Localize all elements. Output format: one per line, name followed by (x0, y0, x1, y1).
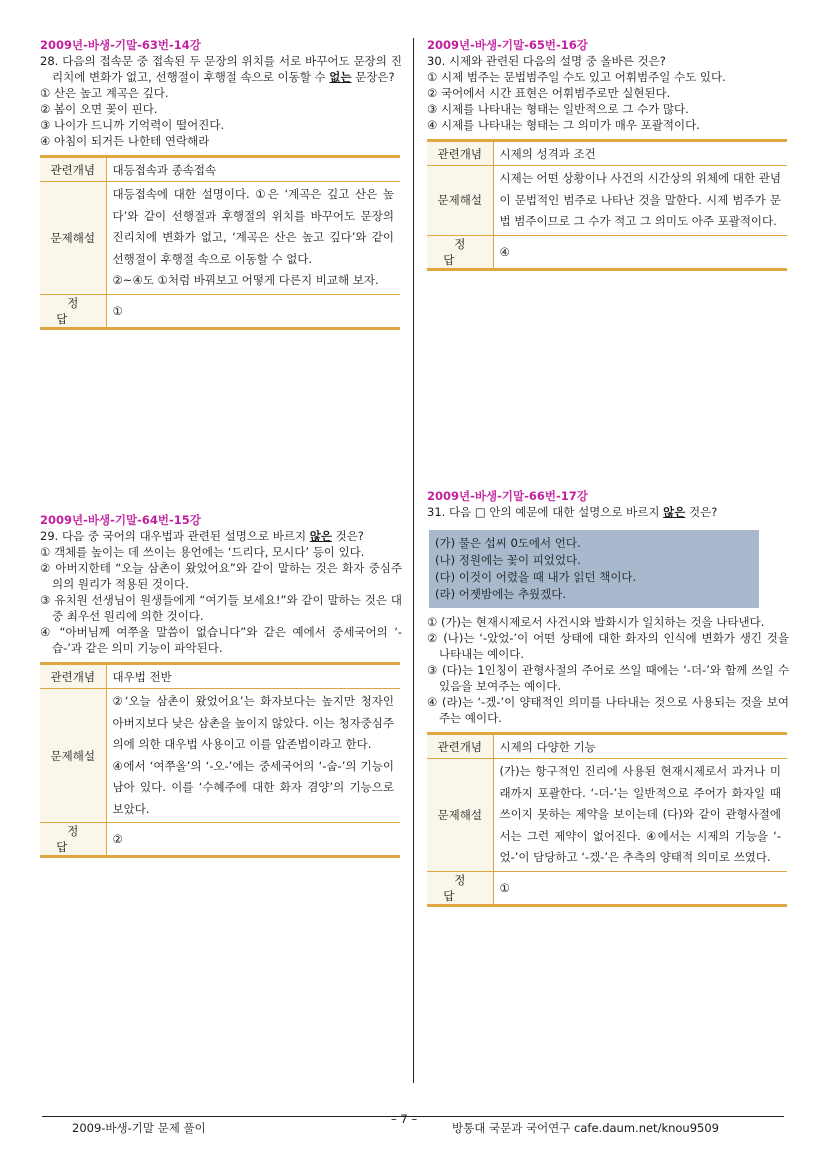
answer-label: 정답 (427, 871, 493, 905)
option: ② (나)는 ‘-았었-’이 어떤 상태에 대한 화자의 인식에 변화가 생긴 것을 나타내는 예이다. (427, 631, 789, 661)
concept-label: 관련개념 (40, 157, 106, 182)
option: ① 산은 높고 계곡은 깊다. (40, 86, 169, 100)
options-list (427, 69, 789, 133)
option: ③ (다)는 1인칭이 관형사절의 주어로 쓰일 때에는 ‘-더-’와 함께 쓰일 수 있음을 보여주는 예이다. (427, 663, 789, 693)
solution-text: 시제는 어떤 상황이나 사건의 시간상의 위체에 대한 관념이 문법적인 범주로 나타난 것을 말한다. 시제 범주가 문법 범주이므로 그 수가 적고 그 의미도 아주 포괄적이다. (493, 166, 787, 236)
option: ② 봄이 오면 꽃이 핀다. (40, 102, 158, 116)
answer-value: ① (499, 880, 510, 895)
option: ① 객체를 높이는 데 쓰이는 용언에는 ‘드리다, 모시다’ 등이 있다. (40, 545, 365, 559)
option: ④ 시제를 나타내는 형태는 그 의미가 매우 포괄적이다. (427, 118, 700, 132)
option: ② 아버지한테 “오늘 삼촌이 왔었어요”와 같이 말하는 것은 화자 중심주의의 원리가 적용된 것이다. (40, 561, 402, 591)
column-divider (413, 38, 414, 1083)
answer-value: ④ (499, 244, 510, 259)
question-block-28 (40, 38, 402, 330)
concept-label: 관련개념 (40, 664, 106, 689)
example-sentence: (라) 어젯밤에는 추웠겠다. (435, 587, 567, 601)
solution-label: 문제해설 (427, 166, 493, 236)
option: ① (가)는 현재시제로서 사건시와 발화시가 일치하는 것을 나타낸다. (427, 615, 765, 629)
concept-value: 시제의 다양한 기능 (493, 734, 787, 759)
options-list (40, 85, 402, 149)
solution-text: (가)는 항구적인 진리에 사용된 현재시제로서 과거나 미래까지 포괄한다. ‘-더-’는 일반적으로 주어가 화자일 때 쓰이지 못하는 제약을 보이는데 (다)와 같이 관형사절에서는 그런 제약이 없어진다. ④에서는 시제의 기능을 ‘-었-’이 담당하고 ‘-겠-’은 추측의 양태적 의미로 쓰였다. (493, 759, 787, 872)
solution-label: 문제해설 (40, 689, 106, 823)
answer-value: ① (112, 303, 123, 318)
concept-label: 관련개념 (427, 734, 493, 759)
answer-value: ② (112, 832, 123, 846)
emphasis: 않은 (309, 529, 332, 543)
option: ③ 시제를 나타내는 형태는 일반적으로 그 수가 많다. (427, 102, 689, 116)
option: ③ 나이가 드니까 기억력이 떨어진다. (40, 118, 225, 132)
option: ② 국어에서 시간 표현은 어휘범주로만 실현된다. (427, 86, 671, 100)
options-list (40, 544, 402, 656)
option: ③ 유치원 선생님이 원생들에게 “여기들 보세요!”와 같이 말하는 것은 대중 최우선 원리에 의한 것이다. (40, 593, 402, 623)
concept-value: 시제의 성격과 조건 (493, 141, 787, 166)
answer-label: 정답 (40, 294, 106, 328)
option: ④ 아침이 되거든 나한테 연락해라 (40, 134, 210, 148)
question-header: 2009년-바생-기말-66번-17강 (427, 489, 588, 503)
answer-label: 정답 (40, 823, 106, 857)
answer-table (40, 155, 400, 330)
solution-label: 문제해설 (427, 759, 493, 872)
example-sentence: (다) 이것이 어렸을 때 내가 읽던 책이다. (435, 570, 637, 584)
solution-text: ②‘오늘 삼촌이 왔었어요’는 화자보다는 높지만 청자인 아버지보다 낮은 삼촌을 높이지 않았다. 이는 청자중심주의에 의한 대우법 사용이고 이를 압존법이라고 한다. ④에서 ‘여쭈올’의 ‘-오-’에는 중세국어의 ‘-숩-’의 기능이 남아 있다. 이를 ‘수혜주에 대한 화자 겸양’의 기능으로 보았다. (106, 689, 400, 823)
question-block-31 (427, 489, 789, 907)
concept-value: 대우법 전반 (106, 664, 400, 689)
question-stem: 28. 다음의 접속문 중 접속된 두 문장의 위치를 서로 바꾸어도 문장의 진리치에 변화가 없고, 선행절이 후행절 속으로 이동할 수 없는 문장은? (40, 54, 402, 84)
question-header: 2009년-바생-기말-63번-14강 (40, 38, 201, 52)
answer-table (427, 139, 787, 271)
question-block-30 (427, 38, 789, 271)
emphasis: 않은 (663, 505, 686, 519)
example-sentence: (가) 물은 섭씨 0도에서 언다. (435, 536, 581, 550)
solution-text: 대등접속에 대한 설명이다. ①은 ‘계곡은 깊고 산은 높다’와 같이 선행절과 후행절의 위치를 바꾸어도 문장의 진리치에 변화가 없고, ‘계곡은 산은 높고 깊다’와 같이 선행절이 후행절 속으로 이동할 수 없다. ②~④도 ①처럼 바꿔보고 어떻게 다른지 비교해 보자. (106, 182, 400, 295)
answer-label: 정답 (427, 235, 493, 269)
footer-source: 방통대 국문과 국어연구 cafe.daum.net/knou9509 (452, 1121, 719, 1135)
emphasis: 없는 (329, 70, 352, 84)
question-stem: 31. 다음 □ 안의 예문에 대한 설명으로 바르지 않은 것은? (427, 505, 718, 519)
option: ④ “아버님께 여쭈올 말씀이 없습니다”와 같은 예에서 중세국어의 ‘-습-’과 같은 의미 기능이 파악된다. (40, 625, 402, 655)
options-list (427, 614, 789, 726)
page-number: – 7 – (391, 1112, 418, 1126)
option: ① 시제 범주는 문법범주일 수도 있고 어휘범주일 수도 있다. (427, 70, 726, 84)
question-block-29 (40, 513, 402, 858)
concept-label: 관련개념 (427, 141, 493, 166)
example-sentence: (나) 정원에는 꽃이 피었었다. (435, 553, 581, 567)
question-header: 2009년-바생-기말-65번-16강 (427, 38, 588, 52)
question-header: 2009년-바생-기말-64번-15강 (40, 513, 201, 527)
option: ④ (라)는 ‘-겠-’이 양태적인 의미를 나타내는 것으로 사용되는 것을 보여주는 예이다. (427, 695, 789, 725)
footer-title: 2009-바생-기말 문제 풀이 (72, 1121, 206, 1135)
question-stem: 29. 다음 중 국어의 대우법과 관련된 설명으로 바르지 않은 것은? (40, 529, 364, 543)
answer-table (40, 662, 400, 858)
solution-label: 문제해설 (40, 182, 106, 295)
question-stem: 30. 시제와 관련된 다음의 설명 중 올바른 것은? (427, 54, 666, 68)
concept-value: 대등접속과 종속접속 (106, 157, 400, 182)
answer-table (427, 732, 787, 907)
example-box (429, 530, 759, 608)
